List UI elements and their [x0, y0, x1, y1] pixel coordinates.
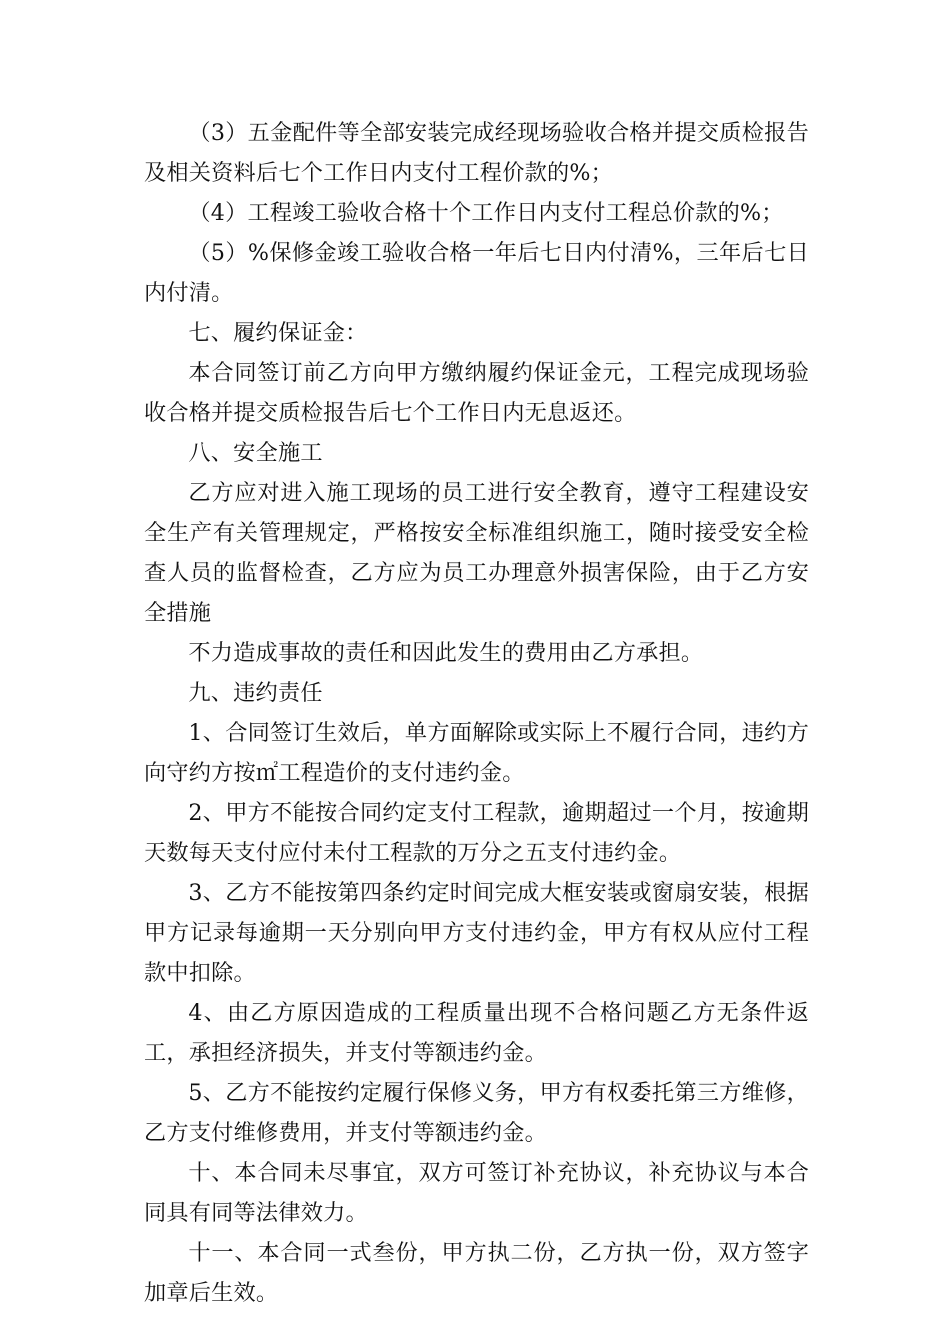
liability-clause-3: 3、乙方不能按第四条约定时间完成大框安装或窗扇安装，根据甲方记录每逾期一天分别向甲方支付违约金，甲方有权从应付工程款中扣除。 — [144, 880, 809, 986]
liability-clause-1: 1、合同签订生效后，单方面解除或实际上不履行合同，违约方向守约方按㎡工程造价的支付违约金。 — [144, 720, 809, 786]
liability-clause-5: 5、乙方不能按约定履行保修义务，甲方有权委托第三方维修，乙方支付维修费用，并支付等额违约金。 — [144, 1080, 809, 1146]
section-eleven-copies: 十一、本合同一式叁份，甲方执二份，乙方执一份，双方签字加章后生效。 — [144, 1240, 809, 1306]
liability-clause-4: 4、由乙方原因造成的工程质量出现不合格问题乙方无条件返工，承担经济损失，并支付等额违约金。 — [144, 1000, 809, 1066]
payment-clause-4: （4）工程竣工验收合格十个工作日内支付工程总价款的%； — [188, 200, 784, 226]
payment-clause-5: （5）%保修金竣工验收合格一年后七日内付清%，三年后七日内付清。 — [144, 240, 809, 306]
section-ten-supplementary: 十、本合同未尽事宜，双方可签订补充协议，补充协议与本合同具有同等法律效力。 — [144, 1160, 809, 1226]
section-heading-performance-bond: 七、履约保证金： — [188, 320, 368, 346]
section-heading-liability: 九、违约责任 — [188, 680, 323, 706]
safety-text: 乙方应对进入施工现场的员工进行安全教育，遵守工程建设安全生产有关管理规定，严格按安全标准组织施工，随时接受安全检查人员的监督检查，乙方应为员工办理意外损害保险，由于乙方安全措施 — [144, 480, 809, 626]
payment-clause-3: （3）五金配件等全部安装完成经现场验收合格并提交质检报告及相关资料后七个工作日内支付工程价款的%； — [144, 120, 809, 186]
performance-bond-text: 本合同签订前乙方向甲方缴纳履约保证金元，工程完成现场验收合格并提交质检报告后七个工作日内无息返还。 — [144, 360, 809, 426]
section-heading-safety: 八、安全施工 — [188, 440, 323, 466]
document-body — [144, 113, 809, 1313]
safety-text-continued: 不力造成事故的责任和因此发生的费用由乙方承担。 — [188, 640, 704, 666]
liability-clause-2: 2、甲方不能按合同约定支付工程款，逾期超过一个月，按逾期天数每天支付应付未付工程款的万分之五支付违约金。 — [144, 800, 809, 866]
